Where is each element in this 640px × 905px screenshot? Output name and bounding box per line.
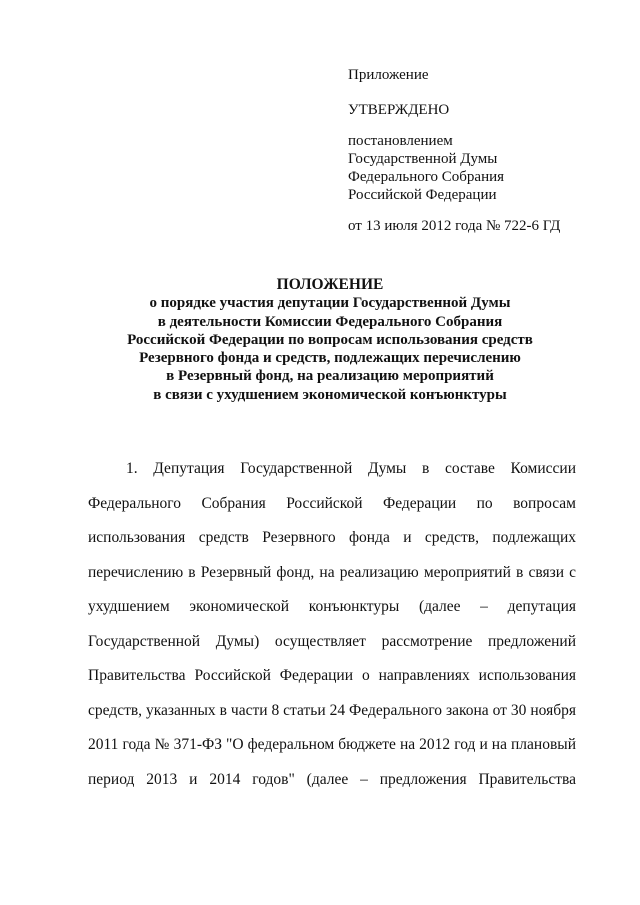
body-line: средств, указанных в части 8 статьи 24 Федерального закона от 30 ноября bbox=[88, 701, 576, 719]
approval-authority-line: Государственной Думы bbox=[348, 151, 498, 167]
appendix-label: Приложение bbox=[348, 67, 429, 83]
body-line: 1. Депутация Государственной Думы в составе Комиссии bbox=[126, 460, 576, 477]
title-line: в Резервный фонд, на реализацию мероприятий bbox=[166, 368, 494, 385]
approved-label: УТВЕРЖДЕНО bbox=[348, 102, 450, 118]
approval-block bbox=[348, 66, 628, 235]
body-line: перечислению в Резервный фонд, на реализацию мероприятий в связи с bbox=[88, 563, 576, 581]
body-line: Федерального Собрания Российской Федерации по вопросам bbox=[88, 494, 576, 512]
title-heading: ПОЛОЖЕНИЕ bbox=[276, 276, 384, 293]
title-line: Резервного фонда и средств, подлежащих перечислению bbox=[139, 350, 521, 367]
title-line: в деятельности Комиссии Федерального Собрания bbox=[157, 313, 503, 330]
body-line: период 2013 и 2014 годов" (далее – предложения Правительства bbox=[88, 770, 576, 788]
approval-authority bbox=[348, 132, 628, 204]
approval-authority-line: Федерального Собрания bbox=[348, 169, 505, 185]
title-line: в связи с ухудшением экономической конъюнктуры bbox=[153, 386, 507, 403]
title-line: Российской Федерации по вопросам использования средств bbox=[127, 331, 533, 348]
title-line: о порядке участия депутации Государственной Думы bbox=[149, 295, 511, 312]
body-line: Правительства Российской Федерации о направлениях использования bbox=[88, 667, 576, 684]
document-title bbox=[60, 276, 600, 404]
body-paragraph bbox=[88, 452, 576, 797]
approval-authority-line: Российской Федерации bbox=[348, 187, 497, 203]
approval-authority-line: постановлением bbox=[348, 133, 453, 149]
body-line: Государственной Думы) осуществляет рассмотрение предложений bbox=[88, 632, 576, 650]
body-line: 2011 года № 371-ФЗ "О федеральном бюджете на 2012 год и на плановый bbox=[88, 736, 576, 753]
body-line: использования средств Резервного фонда и средств, подлежащих bbox=[88, 529, 576, 546]
approval-date: от 13 июля 2012 года № 722-6 ГД bbox=[348, 218, 561, 234]
body-line: ухудшением экономической конъюнктуры (далее – депутация bbox=[88, 598, 576, 615]
